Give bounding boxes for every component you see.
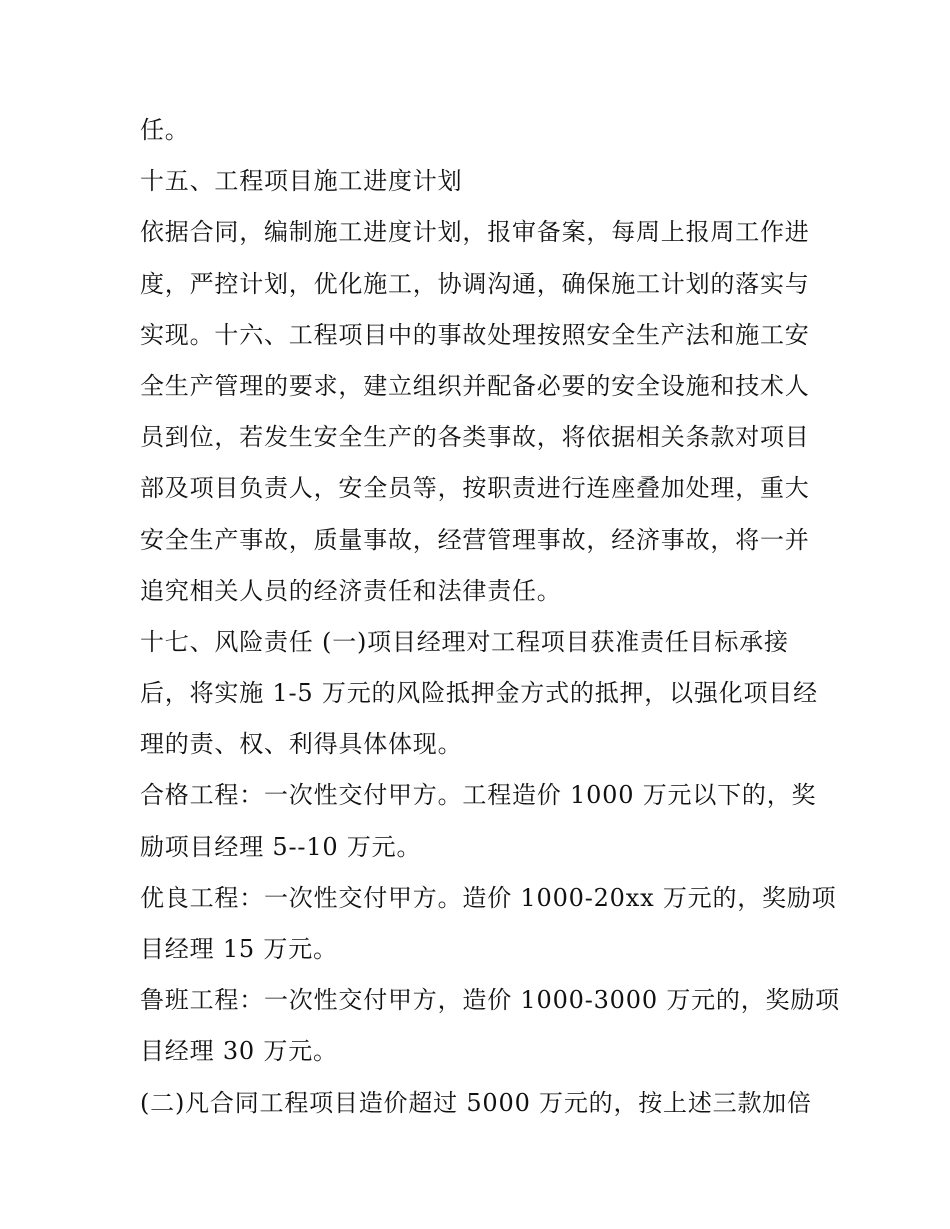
text-line: 鲁班工程：一次性交付甲方，造价 1000-3000 万元的，奖励项: [140, 986, 840, 1015]
text-line: 合格工程：一次性交付甲方。工程造价 1000 万元以下的，奖: [140, 781, 817, 810]
body-text: [140, 105, 840, 1129]
text-line: 优良工程：一次性交付甲方。造价 1000-20xx 万元的，奖励项: [140, 883, 837, 912]
text-line: (二)凡合同工程项目造价超过 5000 万元的，按上述三款加倍: [140, 1088, 812, 1117]
text-line: 追究相关人员的经济责任和法律责任。: [140, 576, 562, 605]
text-line: 全生产管理的要求，建立组织并配备必要的安全设施和技术人: [140, 371, 810, 400]
text-line: 目经理 30 万元。: [140, 1037, 338, 1066]
text-line: 实现。十六、工程项目中的事故处理按照安全生产法和施工安: [140, 320, 810, 349]
text-line: 励项目经理 5--10 万元。: [140, 832, 422, 861]
text-line: 理的责、权、利得具体体现。: [140, 730, 463, 759]
text-line: 安全生产事故，质量事故，经营管理事故，经济事故，将一并: [140, 525, 810, 554]
text-line: 目经理 15 万元。: [140, 935, 338, 963]
text-line: 任。: [140, 116, 190, 144]
text-line: 依据合同，编制施工进度计划，报审备案，每周上报周工作进: [140, 218, 810, 247]
text-line: 后，将实施 1-5 万元的风险抵押金方式的抵押，以强化项目经: [140, 679, 818, 708]
text-line: 员到位，若发生安全生产的各类事故，将依据相关条款对项目: [140, 423, 810, 452]
text-line: 部及项目负责人，安全员等，按职责进行连座叠加处理，重大: [140, 474, 810, 503]
text-line: 度，严控计划，优化施工，协调沟通，确保施工计划的落实与: [140, 269, 810, 298]
section-heading-15: 十五、工程项目施工进度计划: [140, 167, 463, 196]
section-heading-17: 十七、风险责任 (一)项目经理对工程项目获准责任目标承接: [140, 627, 789, 656]
